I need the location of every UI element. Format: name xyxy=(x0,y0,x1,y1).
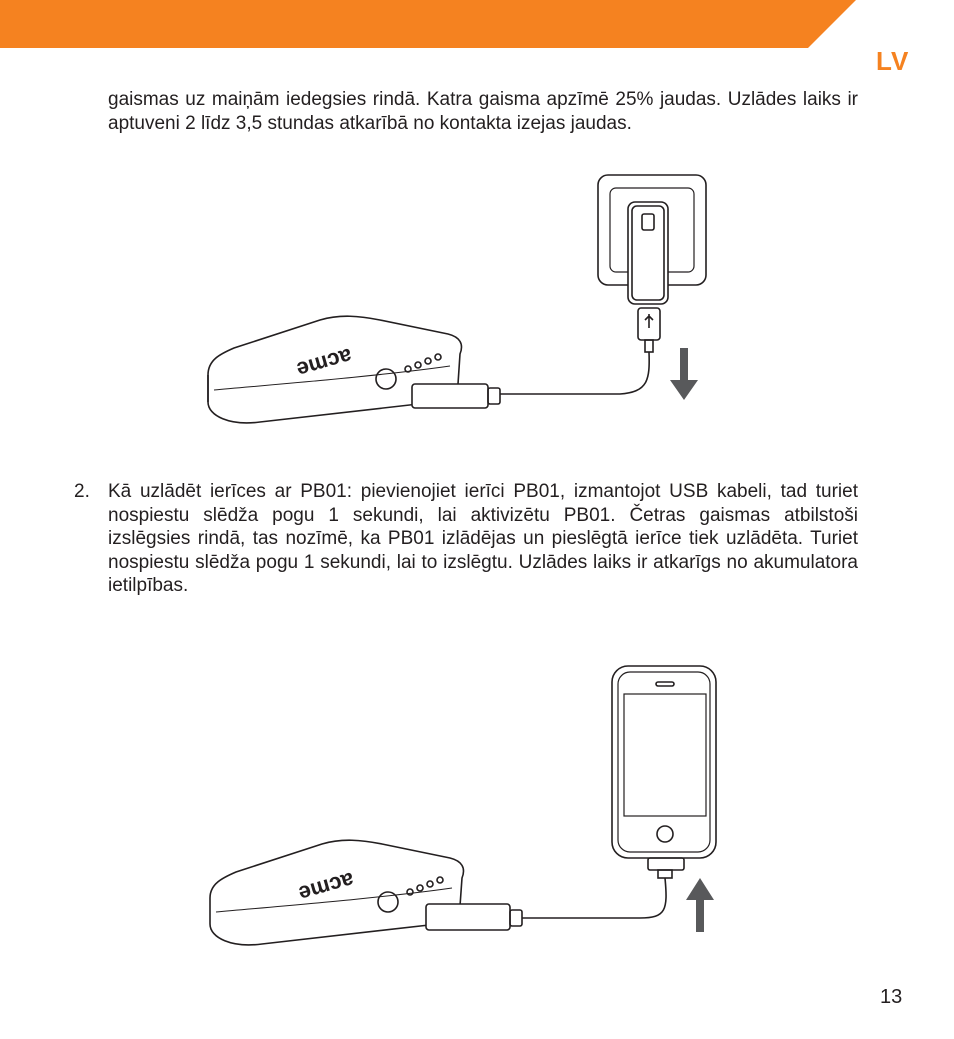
step-number: 2. xyxy=(74,481,90,502)
step2-paragraph: Kā uzlādēt ierīces ar PB01: pievienojiet ierīci PB01, izmantojot USB kabeli, tad turiet nospiestu slēdža pogu 1 sekundi, lai aktivizētu PB01. Četras gaismas atbilstoši izslēgsies rindā, tas nozīmē, ka PB01 izlādējas un pieslēgtā ierīce tiek uzlādēta. Turiet nospiestu slēdža pogu 1 sekundi, lai to izslēgtu. Uzlādes laiks ir atkarīgs no akumulatora ietilpības. xyxy=(108,481,858,596)
charging-powerbank-illustration xyxy=(200,170,720,440)
arrow-down-icon xyxy=(670,348,698,400)
page-number: 13 xyxy=(880,986,903,1008)
header-banner xyxy=(0,0,954,48)
language-badge: LV xyxy=(876,46,910,76)
intro-paragraph: gaismas uz maiņām iedegsies rindā. Katra gaisma apzīmē 25% jaudas. Uzlādes laiks ir aptuveni 2 līdz 3,5 stundas atkarībā no kontakta izejas jaudas. xyxy=(108,89,858,134)
charging-phone-illustration xyxy=(200,660,730,950)
arrow-up-icon xyxy=(686,878,714,932)
brand-logo-text-2: acme xyxy=(296,867,358,907)
brand-logo-text: acme xyxy=(294,343,356,383)
